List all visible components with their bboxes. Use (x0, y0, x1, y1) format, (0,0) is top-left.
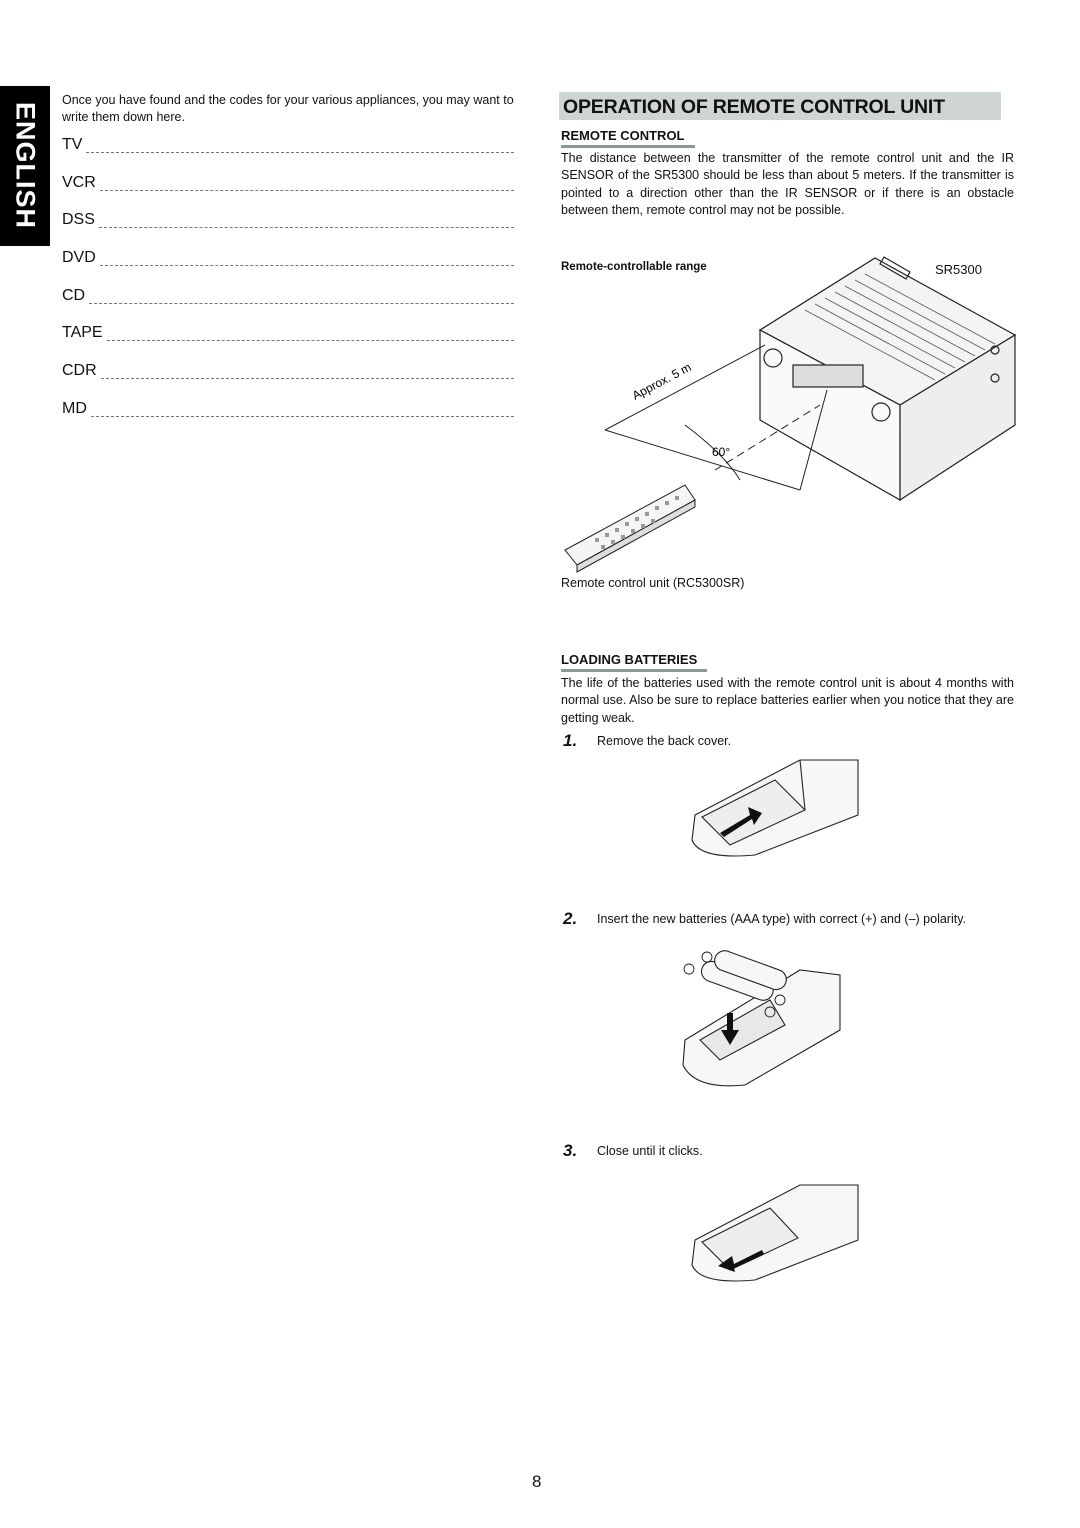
distance-label: Approx. 5 m (629, 359, 694, 403)
code-row-md (62, 401, 514, 439)
step-text: Remove the back cover. (597, 734, 732, 748)
step-3 (563, 1141, 1015, 1161)
write-in-line (100, 250, 514, 266)
step-number: 3. (563, 1141, 578, 1160)
angle-label: 60° (712, 445, 731, 459)
step-2 (563, 909, 1015, 929)
remote-control-text: The distance between the transmitter of the remote control unit and the IR SENSOR of the SR5300 should be less than about 5 meters. If the transmitter is pointed to a direction other than the IR SENSOR or if there is an obstacle between them, remote control may not be possible. (561, 151, 1014, 218)
code-row-dvd (62, 250, 514, 288)
write-in-line (107, 325, 514, 341)
insert-batteries-illustration (675, 945, 855, 1095)
step-text: Insert the new batteries (AAA type) with correct (+) and (–) polarity. (597, 912, 967, 926)
remote-control-heading: REMOTE CONTROL (561, 128, 695, 148)
code-row-tv (62, 137, 514, 175)
step-number: 2. (563, 909, 578, 928)
code-label: CDR (62, 362, 97, 380)
remote-control-illustration (565, 485, 695, 572)
section-title-banner (559, 92, 1001, 120)
page-title: OPERATION OF REMOTE CONTROL UNIT (563, 96, 945, 118)
range-label: Remote-controllable range (561, 261, 707, 273)
code-row-vcr (62, 175, 514, 213)
code-label: TAPE (62, 324, 103, 342)
write-in-line (89, 288, 514, 304)
batteries-text: The life of the batteries used with the remote control unit is about 4 months with normal use. Also be sure to replace batteries earlier when you notice that they are getting weak. (561, 676, 1014, 725)
codes-intro-text: Once you have found and the codes for your various appliances, you may want to write them down here. (62, 93, 514, 124)
code-row-tape (62, 325, 514, 363)
model-label: SR5300 (935, 262, 982, 277)
loading-batteries-heading: LOADING BATTERIES (561, 652, 707, 672)
code-label: CD (62, 286, 86, 304)
write-in-line (100, 175, 514, 191)
step-1 (563, 731, 1015, 751)
language-tab-label: ENGLISH (10, 102, 41, 230)
remote-caption: Remote control unit (RC5300SR) (561, 576, 745, 590)
write-in-line (99, 212, 514, 228)
code-label: MD (62, 399, 87, 417)
code-label: VCR (62, 173, 96, 191)
code-row-cdr (62, 363, 514, 401)
step-number: 1. (563, 731, 578, 750)
code-label: DSS (62, 211, 95, 229)
receiver-illustration (760, 257, 1015, 500)
code-label: DVD (62, 249, 96, 267)
step-text: Close until it clicks. (597, 1144, 703, 1158)
range-diagram (555, 250, 1025, 580)
code-row-cd (62, 288, 514, 326)
code-list (62, 137, 514, 439)
write-in-line (101, 363, 514, 379)
write-in-line (91, 401, 514, 417)
code-label: TV (62, 136, 83, 153)
remove-cover-illustration (680, 755, 865, 865)
language-tab (0, 86, 50, 246)
write-in-line (86, 137, 514, 153)
page-number: 8 (532, 1472, 542, 1491)
code-row-dss (62, 212, 514, 250)
close-cover-illustration (680, 1180, 865, 1290)
